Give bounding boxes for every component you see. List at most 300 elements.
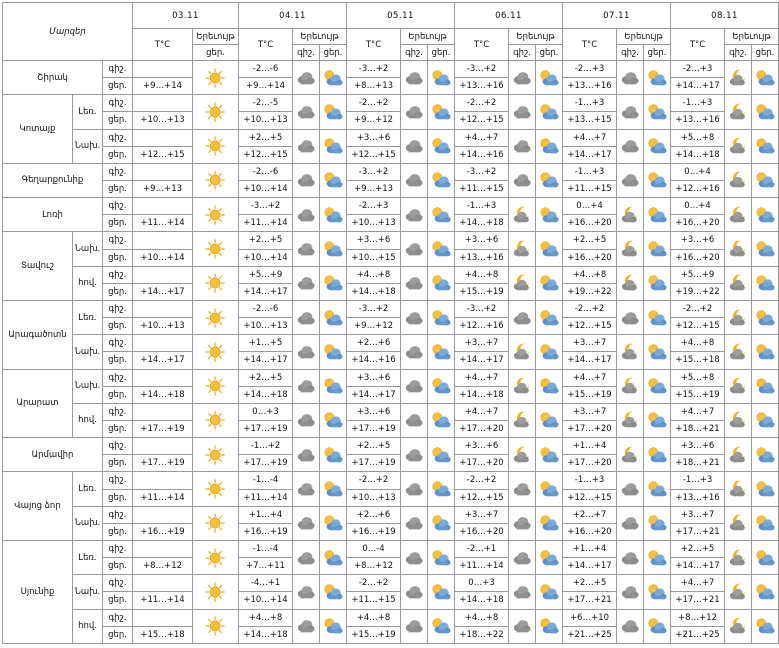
- temp-cell: -2…+3: [671, 61, 725, 78]
- temp-header: T°C: [133, 29, 193, 61]
- forecast-table: [2, 2, 779, 644]
- partly-cloudy-night-icon: [617, 342, 643, 362]
- night-label: գիշ.: [103, 472, 133, 489]
- temp-cell: +4…+8: [455, 266, 509, 283]
- day-phenomenon-cell: [644, 540, 671, 574]
- region-name: Կոտայք: [3, 95, 73, 164]
- partly-cloudy-day-icon: [320, 68, 346, 88]
- partly-cloudy-day-icon: [320, 342, 346, 362]
- night-phenomenon-cell: [401, 198, 428, 232]
- day-phenomenon-cell: [644, 403, 671, 437]
- day-phenomenon-cell: [536, 300, 563, 334]
- cloudy-icon: [401, 136, 427, 156]
- night-phenomenon-cell: [401, 369, 428, 403]
- night-phenomenon-cell: [509, 335, 536, 369]
- temp-cell: -1…+3: [455, 198, 509, 215]
- night-phenomenon-cell: [509, 198, 536, 232]
- partly-cloudy-day-icon: [428, 308, 454, 328]
- day-phenomenon-cell: [752, 198, 779, 232]
- cloudy-icon: [293, 68, 319, 88]
- subzone-label: Լեռ.: [73, 472, 103, 506]
- temp-cell: +14…+17: [455, 352, 509, 369]
- night-phenomenon-cell: [725, 369, 752, 403]
- temp-cell: +17…+20: [563, 420, 617, 437]
- day-phenomenon-cell: [644, 300, 671, 334]
- night-label: գիշ.: [103, 335, 133, 352]
- partly-cloudy-day-icon: [428, 582, 454, 602]
- partly-cloudy-day-icon: [752, 102, 778, 122]
- partly-cloudy-day-icon: [752, 410, 778, 430]
- day-phenomenon-cell: [320, 369, 347, 403]
- temp-cell: +12…+15: [671, 318, 725, 335]
- day-phenomenon-cell: [320, 506, 347, 540]
- partly-cloudy-day-icon: [428, 68, 454, 88]
- cloudy-icon: [509, 479, 535, 499]
- date-header: 06.11: [455, 3, 563, 29]
- night-phenomenon-cell: [509, 266, 536, 300]
- night-label: գիշ.: [617, 45, 644, 61]
- partly-cloudy-day-icon: [536, 582, 562, 602]
- forecast-row: [3, 438, 779, 455]
- temp-cell: +2…+6: [347, 335, 401, 352]
- phenomenon-cell: [193, 609, 239, 644]
- temp-cell: +14…+18: [239, 626, 293, 643]
- temp-cell: +10…+15: [347, 249, 401, 266]
- partly-cloudy-day-icon: [536, 170, 562, 190]
- partly-cloudy-night-icon: [617, 410, 643, 430]
- day-phenomenon-cell: [428, 403, 455, 437]
- day-phenomenon-cell: [644, 506, 671, 540]
- temp-cell: +1…+4: [563, 438, 617, 455]
- region-name: Տավուշ: [3, 232, 73, 301]
- temp-cell: +11…+14: [133, 215, 193, 232]
- night-phenomenon-cell: [617, 540, 644, 574]
- cloudy-icon: [293, 445, 319, 465]
- partly-cloudy-day-icon: [428, 102, 454, 122]
- temp-cell: +10…+13: [347, 489, 401, 506]
- temp-cell: +6…+10: [563, 609, 617, 626]
- temp-cell: +4…+8: [563, 266, 617, 283]
- phenomenon-header: Երեւույթ: [509, 29, 563, 45]
- cloudy-icon: [509, 136, 535, 156]
- day-phenomenon-cell: [644, 163, 671, 197]
- night-phenomenon-cell: [725, 575, 752, 609]
- partly-cloudy-day-icon: [644, 170, 670, 190]
- night-phenomenon-cell: [293, 609, 320, 644]
- partly-cloudy-day-icon: [752, 239, 778, 259]
- cloudy-icon: [401, 170, 427, 190]
- temp-cell: -1…+3: [563, 163, 617, 180]
- temp-cell: [133, 369, 193, 386]
- day-phenomenon-cell: [428, 540, 455, 574]
- partly-cloudy-day-icon: [536, 136, 562, 156]
- forecast-row: [3, 61, 779, 78]
- partly-cloudy-day-icon: [320, 616, 346, 636]
- night-label: գիշ.: [401, 45, 428, 61]
- partly-cloudy-day-icon: [536, 479, 562, 499]
- temp-cell: +10…+14: [239, 249, 293, 266]
- cloudy-icon: [509, 102, 535, 122]
- night-phenomenon-cell: [617, 163, 644, 197]
- night-phenomenon-cell: [617, 300, 644, 334]
- temp-cell: -2…-6: [239, 300, 293, 317]
- partly-cloudy-day-icon: [536, 308, 562, 328]
- cloudy-icon: [293, 342, 319, 362]
- day-phenomenon-cell: [536, 95, 563, 129]
- day-phenomenon-cell: [644, 438, 671, 472]
- temp-cell: -3…+2: [239, 198, 293, 215]
- temp-cell: +4…+8: [455, 609, 509, 626]
- partly-cloudy-day-icon: [320, 445, 346, 465]
- night-label: գիշ.: [103, 575, 133, 592]
- partly-cloudy-night-icon: [617, 376, 643, 396]
- night-phenomenon-cell: [725, 266, 752, 300]
- temp-cell: +14…+18: [239, 386, 293, 403]
- subzone-label: Նախ.: [73, 335, 103, 369]
- temp-cell: +2…+5: [563, 575, 617, 592]
- partly-cloudy-night-icon: [725, 410, 751, 430]
- cloudy-icon: [617, 616, 643, 636]
- partly-cloudy-night-icon: [509, 445, 535, 465]
- temp-cell: +17…+19: [133, 420, 193, 437]
- partly-cloudy-day-icon: [752, 376, 778, 396]
- temp-cell: [133, 129, 193, 146]
- temp-header: T°C: [347, 29, 401, 61]
- cloudy-icon: [617, 102, 643, 122]
- cloudy-icon: [293, 205, 319, 225]
- temp-cell: -1…+3: [671, 472, 725, 489]
- partly-cloudy-night-icon: [725, 308, 751, 328]
- cloudy-icon: [617, 170, 643, 190]
- temp-cell: +3…+6: [347, 369, 401, 386]
- forecast-row: [3, 472, 779, 489]
- night-phenomenon-cell: [401, 472, 428, 506]
- temp-cell: +14…+18: [347, 283, 401, 300]
- partly-cloudy-day-icon: [428, 616, 454, 636]
- temp-cell: -2…+1: [455, 540, 509, 557]
- night-phenomenon-cell: [617, 232, 644, 266]
- temp-cell: [133, 506, 193, 523]
- partly-cloudy-night-icon: [617, 205, 643, 225]
- partly-cloudy-day-icon: [644, 513, 670, 533]
- region-name: Վայոց ձոր: [3, 472, 73, 541]
- region-name: Գեղարքունիք: [3, 163, 103, 197]
- day-phenomenon-cell: [536, 540, 563, 574]
- temp-cell: +12…+15: [239, 146, 293, 163]
- partly-cloudy-day-icon: [320, 513, 346, 533]
- day-label: ցեր.: [103, 523, 133, 540]
- temp-cell: +5…+9: [671, 266, 725, 283]
- night-phenomenon-cell: [401, 540, 428, 574]
- temp-cell: +4…+7: [455, 369, 509, 386]
- temp-cell: +9…+14: [133, 78, 193, 95]
- temp-cell: +12…+15: [455, 489, 509, 506]
- day-phenomenon-cell: [428, 575, 455, 609]
- temp-header: T°C: [563, 29, 617, 61]
- partly-cloudy-night-icon: [725, 239, 751, 259]
- night-phenomenon-cell: [617, 575, 644, 609]
- partly-cloudy-day-icon: [320, 479, 346, 499]
- night-phenomenon-cell: [401, 403, 428, 437]
- temp-cell: +16…+19: [239, 523, 293, 540]
- temp-cell: +13…+16: [455, 78, 509, 95]
- temp-cell: +3…+7: [671, 506, 725, 523]
- temp-cell: +10…+13: [239, 112, 293, 129]
- temp-cell: [133, 163, 193, 180]
- temp-cell: +12…+15: [563, 318, 617, 335]
- sun-icon: [193, 616, 238, 636]
- temp-cell: +16…+20: [563, 249, 617, 266]
- partly-cloudy-day-icon: [644, 342, 670, 362]
- partly-cloudy-day-icon: [536, 273, 562, 293]
- partly-cloudy-day-icon: [644, 445, 670, 465]
- partly-cloudy-day-icon: [428, 479, 454, 499]
- sun-icon: [193, 513, 238, 533]
- phenomenon-cell: [193, 198, 239, 232]
- day-phenomenon-cell: [536, 506, 563, 540]
- partly-cloudy-day-icon: [644, 136, 670, 156]
- partly-cloudy-day-icon: [320, 205, 346, 225]
- temp-cell: +14…+17: [239, 352, 293, 369]
- night-phenomenon-cell: [509, 506, 536, 540]
- day-label: ցեր.: [103, 215, 133, 232]
- day-label: ցեր.: [103, 592, 133, 609]
- night-phenomenon-cell: [617, 266, 644, 300]
- temp-cell: -1…-4: [239, 472, 293, 489]
- temp-cell: -2…+2: [671, 300, 725, 317]
- day-label: ցեր.: [103, 489, 133, 506]
- partly-cloudy-night-icon: [725, 513, 751, 533]
- regions-header: Մարզեր: [3, 3, 133, 61]
- temp-cell: +3…+6: [455, 232, 509, 249]
- temp-cell: +13…+16: [563, 78, 617, 95]
- partly-cloudy-night-icon: [725, 445, 751, 465]
- temp-cell: +14…+16: [347, 352, 401, 369]
- partly-cloudy-night-icon: [509, 342, 535, 362]
- day-label: ցեր.: [193, 45, 239, 61]
- temp-cell: [133, 95, 193, 112]
- subzone-label: Լեռ.: [73, 300, 103, 334]
- subzone-label: հով.: [73, 609, 103, 644]
- night-phenomenon-cell: [725, 506, 752, 540]
- temp-cell: +4…+7: [455, 403, 509, 420]
- night-label: գիշ.: [103, 198, 133, 215]
- day-label: ցեր.: [103, 386, 133, 403]
- temp-cell: +5…+9: [239, 266, 293, 283]
- night-phenomenon-cell: [293, 403, 320, 437]
- night-phenomenon-cell: [401, 61, 428, 95]
- cloudy-icon: [401, 410, 427, 430]
- temp-cell: +21…+25: [563, 626, 617, 643]
- temp-cell: +15…+19: [347, 626, 401, 643]
- cloudy-icon: [401, 273, 427, 293]
- region-name: Արմավիր: [3, 438, 103, 472]
- day-phenomenon-cell: [536, 129, 563, 163]
- night-phenomenon-cell: [509, 232, 536, 266]
- cloudy-icon: [293, 479, 319, 499]
- subzone-label: Նախ.: [73, 369, 103, 403]
- temp-cell: +12…+15: [455, 112, 509, 129]
- temp-cell: +5…+8: [671, 369, 725, 386]
- temp-cell: +2…+5: [239, 232, 293, 249]
- temp-cell: 0…+3: [455, 575, 509, 592]
- cloudy-icon: [293, 410, 319, 430]
- night-phenomenon-cell: [401, 575, 428, 609]
- partly-cloudy-day-icon: [320, 410, 346, 430]
- temp-cell: +2…+6: [347, 506, 401, 523]
- day-label: ցեր.: [103, 249, 133, 266]
- night-phenomenon-cell: [401, 609, 428, 644]
- sun-icon: [193, 170, 238, 190]
- day-label: ցեր.: [103, 558, 133, 575]
- cloudy-icon: [617, 582, 643, 602]
- day-phenomenon-cell: [752, 472, 779, 506]
- day-phenomenon-cell: [428, 335, 455, 369]
- sun-icon: [193, 273, 238, 293]
- temp-cell: -2…+2: [347, 95, 401, 112]
- day-phenomenon-cell: [320, 61, 347, 95]
- temp-cell: [133, 335, 193, 352]
- day-phenomenon-cell: [428, 506, 455, 540]
- temp-cell: +14…+17: [563, 146, 617, 163]
- region-name: Արագածոտն: [3, 300, 73, 369]
- night-label: գիշ.: [103, 609, 133, 626]
- temp-cell: [133, 198, 193, 215]
- cloudy-icon: [401, 513, 427, 533]
- day-phenomenon-cell: [752, 129, 779, 163]
- sun-icon: [193, 445, 238, 465]
- cloudy-icon: [401, 582, 427, 602]
- day-phenomenon-cell: [644, 95, 671, 129]
- partly-cloudy-day-icon: [320, 273, 346, 293]
- day-phenomenon-cell: [428, 129, 455, 163]
- phenomenon-cell: [193, 369, 239, 403]
- partly-cloudy-night-icon: [725, 376, 751, 396]
- temp-cell: +17…+19: [347, 420, 401, 437]
- temp-cell: +16…+20: [671, 249, 725, 266]
- temp-cell: +4…+8: [347, 609, 401, 626]
- temp-cell: +18…+21: [671, 420, 725, 437]
- day-phenomenon-cell: [428, 300, 455, 334]
- temp-cell: +18…+22: [455, 626, 509, 643]
- temp-cell: +16…+19: [347, 523, 401, 540]
- night-phenomenon-cell: [725, 438, 752, 472]
- temp-cell: [133, 438, 193, 455]
- day-phenomenon-cell: [536, 163, 563, 197]
- night-phenomenon-cell: [293, 95, 320, 129]
- day-phenomenon-cell: [644, 232, 671, 266]
- phenomenon-cell: [193, 575, 239, 609]
- temp-cell: -3…+2: [455, 300, 509, 317]
- temp-cell: +11…+15: [347, 592, 401, 609]
- night-phenomenon-cell: [509, 472, 536, 506]
- temp-cell: +1…+4: [563, 540, 617, 557]
- day-label: ցեր.: [320, 45, 347, 61]
- partly-cloudy-day-icon: [320, 548, 346, 568]
- cloudy-icon: [293, 616, 319, 636]
- temp-cell: +13…+16: [671, 489, 725, 506]
- partly-cloudy-day-icon: [320, 376, 346, 396]
- temp-cell: +17…+19: [133, 455, 193, 472]
- temp-cell: +11…+14: [133, 592, 193, 609]
- temp-cell: [133, 61, 193, 78]
- partly-cloudy-day-icon: [428, 445, 454, 465]
- temp-cell: +4…+7: [671, 403, 725, 420]
- day-phenomenon-cell: [320, 540, 347, 574]
- temp-cell: +16…+20: [563, 215, 617, 232]
- temp-cell: -2…-6: [239, 61, 293, 78]
- partly-cloudy-day-icon: [320, 308, 346, 328]
- temp-cell: +17…+20: [563, 455, 617, 472]
- forecast-row: [3, 540, 779, 557]
- partly-cloudy-day-icon: [536, 205, 562, 225]
- night-phenomenon-cell: [617, 369, 644, 403]
- sun-icon: [193, 102, 238, 122]
- temp-cell: +4…+7: [563, 369, 617, 386]
- partly-cloudy-day-icon: [644, 616, 670, 636]
- day-phenomenon-cell: [320, 266, 347, 300]
- night-phenomenon-cell: [293, 369, 320, 403]
- subzone-label: Նախ.: [73, 506, 103, 540]
- cloudy-icon: [401, 445, 427, 465]
- day-label: ցեր.: [103, 146, 133, 163]
- cloudy-icon: [293, 273, 319, 293]
- temp-cell: +4…+8: [239, 609, 293, 626]
- temp-cell: +14…+17: [133, 352, 193, 369]
- temp-cell: +3…+7: [563, 335, 617, 352]
- temp-cell: [133, 266, 193, 283]
- night-phenomenon-cell: [725, 198, 752, 232]
- night-label: գիշ.: [103, 95, 133, 112]
- region-name: Արարատ: [3, 369, 73, 438]
- partly-cloudy-day-icon: [428, 513, 454, 533]
- night-label: գիշ.: [103, 540, 133, 557]
- temp-cell: +14…+17: [347, 386, 401, 403]
- cloudy-icon: [509, 308, 535, 328]
- temp-cell: +4…+8: [671, 335, 725, 352]
- date-header: 03.11: [133, 3, 239, 29]
- partly-cloudy-day-icon: [428, 548, 454, 568]
- night-label: գիշ.: [725, 45, 752, 61]
- day-phenomenon-cell: [536, 369, 563, 403]
- day-label: ցեր.: [103, 455, 133, 472]
- night-label: գիշ.: [293, 45, 320, 61]
- sun-icon: [193, 479, 238, 499]
- temp-cell: +3…+6: [347, 403, 401, 420]
- day-phenomenon-cell: [536, 266, 563, 300]
- partly-cloudy-night-icon: [725, 136, 751, 156]
- partly-cloudy-day-icon: [752, 136, 778, 156]
- night-phenomenon-cell: [401, 232, 428, 266]
- temp-cell: +3…+7: [455, 506, 509, 523]
- partly-cloudy-day-icon: [536, 68, 562, 88]
- date-header: 07.11: [563, 3, 671, 29]
- temp-cell: +18…+21: [671, 455, 725, 472]
- temp-cell: +10…+13: [133, 318, 193, 335]
- day-phenomenon-cell: [320, 163, 347, 197]
- temp-cell: +14…+17: [563, 352, 617, 369]
- temp-cell: +11…+14: [133, 489, 193, 506]
- forecast-row: [3, 575, 779, 592]
- partly-cloudy-day-icon: [644, 273, 670, 293]
- day-phenomenon-cell: [320, 300, 347, 334]
- partly-cloudy-night-icon: [509, 205, 535, 225]
- night-label: գիշ.: [103, 369, 133, 386]
- temp-cell: +17…+21: [563, 592, 617, 609]
- night-phenomenon-cell: [725, 61, 752, 95]
- temp-cell: +3…+6: [671, 232, 725, 249]
- temp-cell: [133, 232, 193, 249]
